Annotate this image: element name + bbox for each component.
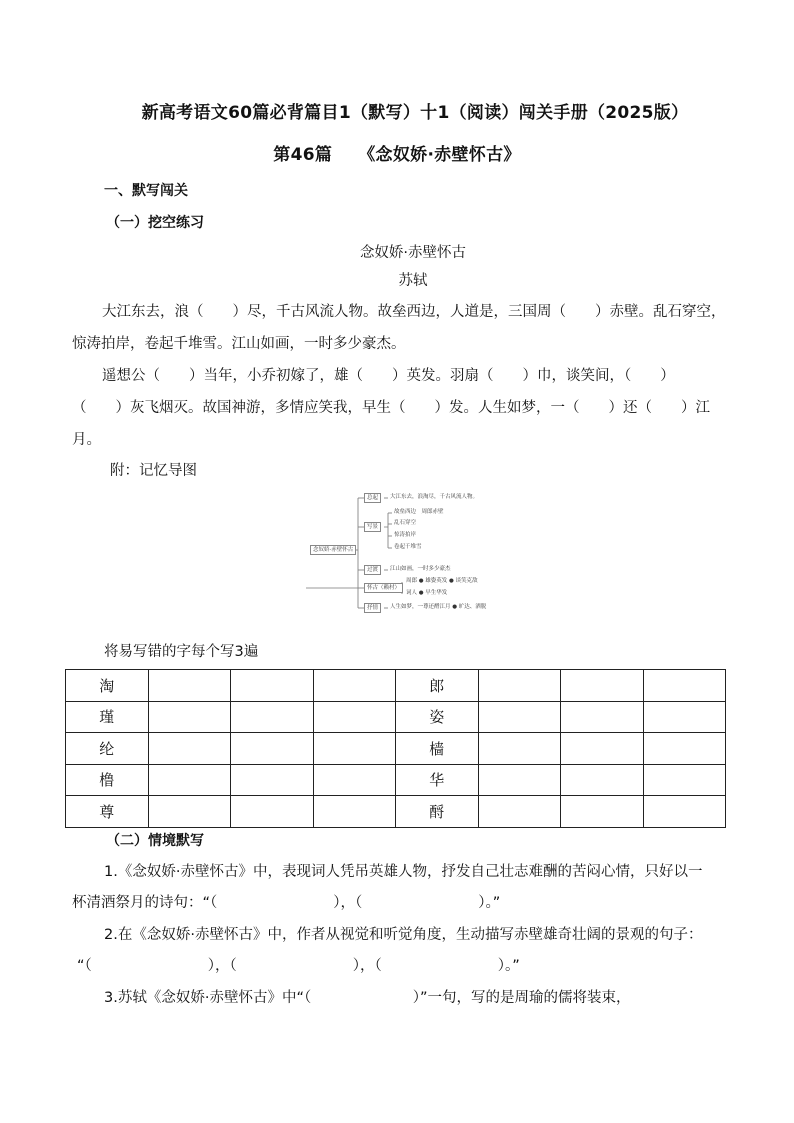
- mindmap-leaf: 周郎 ● 雄姿英发 ● 谈笑克敌: [406, 578, 478, 584]
- practice-char: 纶: [66, 733, 149, 765]
- practice-char: 华: [396, 764, 479, 796]
- practice-cell[interactable]: [561, 796, 644, 828]
- practice-char: 姿: [396, 701, 479, 733]
- mindmap-label: 附：记忆导图: [110, 463, 197, 479]
- question-line: 3.苏轼《念奴娇·赤壁怀古》中“（ ）”一句，写的是周瑜的儒将装束，: [104, 990, 631, 1006]
- practice-cell[interactable]: [643, 764, 726, 796]
- practice-cell[interactable]: [148, 701, 231, 733]
- practice-cell[interactable]: [561, 764, 644, 796]
- question-line: 2.在《念奴娇·赤壁怀古》中，作者从视觉和听觉角度，生动描写赤壁雄奇壮阔的景观的句子：: [104, 927, 703, 943]
- practice-char: 淘: [66, 670, 149, 702]
- mindmap-leaf: 故垒西边 周郎赤壁: [394, 509, 444, 515]
- practice-cell[interactable]: [313, 796, 396, 828]
- practice-cell[interactable]: [231, 764, 314, 796]
- practice-cell[interactable]: [643, 670, 726, 702]
- question-line: “（ ），（ ），（ ）。”: [77, 958, 520, 974]
- question-line: 杯清酒祭月的诗句：“（ ），（ ）。”: [72, 895, 501, 911]
- practice-cell[interactable]: [561, 670, 644, 702]
- practice-cell[interactable]: [148, 670, 231, 702]
- practice-cell[interactable]: [478, 670, 561, 702]
- handwriting-practice-table: [65, 669, 726, 828]
- subsection-heading-situational: （二）情境默写: [106, 833, 204, 849]
- poem-line: 惊涛拍岸，卷起千堆雪。江山如画，一时多少豪杰。: [72, 336, 406, 352]
- practice-char: 樯: [396, 733, 479, 765]
- mindmap-leaf: 人生如梦，一尊还酹江月 ● 旷达、洒脱: [390, 604, 487, 610]
- practice-cell[interactable]: [148, 796, 231, 828]
- practice-cell[interactable]: [148, 764, 231, 796]
- practice-cell[interactable]: [148, 733, 231, 765]
- mindmap-root: 念奴娇·赤壁怀古: [310, 545, 356, 555]
- mindmap-branch: 写景: [364, 522, 381, 532]
- table-row: [66, 670, 726, 702]
- poem-line: （ ）灰飞烟灭。故国神游，多情应笑我，早生（ ）发。人生如梦，一（ ）还（ ）江: [72, 400, 710, 416]
- practice-cell[interactable]: [313, 764, 396, 796]
- practice-cell[interactable]: [231, 796, 314, 828]
- practice-cell[interactable]: [313, 670, 396, 702]
- practice-cell[interactable]: [478, 764, 561, 796]
- mindmap-leaf: 大江东去，浪淘尽，千古风流人物。: [390, 494, 479, 500]
- practice-cell[interactable]: [478, 796, 561, 828]
- poem-line: 遥想公（ ）当年，小乔初嫁了，雄（ ）英发。羽扇（ ）巾，谈笑间，（ ）: [102, 368, 675, 384]
- practice-cell[interactable]: [643, 796, 726, 828]
- article-title: 第46篇 《念奴娇·赤壁怀古》: [273, 145, 521, 165]
- practice-cell[interactable]: [561, 733, 644, 765]
- mindmap-branch: 总起: [364, 493, 381, 503]
- practice-cell[interactable]: [231, 701, 314, 733]
- section-heading-dictation: 一、默写闯关: [104, 183, 188, 199]
- mindmap-branch: 怀古（赖村）: [364, 583, 403, 593]
- poem-line: 大江东去，浪（ ）尽，千古风流人物。故垒西边，人道是，三国周（ ）赤壁。乱石穿空，: [102, 304, 726, 320]
- practice-char: 郎: [396, 670, 479, 702]
- mindmap-leaf: 惊涛拍岸: [394, 532, 417, 538]
- practice-cell[interactable]: [478, 701, 561, 733]
- table-row: [66, 701, 726, 733]
- poem-line: 月。: [72, 432, 101, 448]
- practice-cell[interactable]: [561, 701, 644, 733]
- practice-cell[interactable]: [643, 733, 726, 765]
- practice-char: 橹: [66, 764, 149, 796]
- document-title: 新高考语文60篇必背篇目1（默写）十1（阅读）闯关手册（2025版）: [141, 103, 689, 123]
- practice-cell[interactable]: [231, 670, 314, 702]
- memory-mindmap: [306, 490, 492, 622]
- practice-cell[interactable]: [643, 701, 726, 733]
- poem-author: 苏轼: [398, 273, 428, 289]
- practice-char: 尊: [66, 796, 149, 828]
- mindmap-leaf: 卷起千堆雪: [394, 544, 422, 550]
- question-line: 1.《念奴娇·赤壁怀古》中，表现词人凭吊英雄人物，抒发自己壮志难酬的苦闷心情，只好以一: [104, 864, 703, 880]
- practice-cell[interactable]: [313, 701, 396, 733]
- practice-cell[interactable]: [478, 733, 561, 765]
- table-row: [66, 796, 726, 828]
- practice-char: 酹: [396, 796, 479, 828]
- mindmap-leaf: 江山如画，一时多少豪杰: [390, 566, 451, 572]
- mindmap-branch: 过渡: [364, 565, 381, 575]
- practice-cell[interactable]: [313, 733, 396, 765]
- table-row: [66, 733, 726, 765]
- poem-title: 念奴娇·赤壁怀古: [359, 245, 467, 261]
- mindmap-leaf: 词人 ● 早生华发: [406, 590, 448, 596]
- table-caption: 将易写错的字每个写3遍: [104, 644, 259, 660]
- mindmap-branch: 抒情: [364, 603, 381, 613]
- practice-cell[interactable]: [231, 733, 314, 765]
- practice-char: 瑾: [66, 701, 149, 733]
- table-row: [66, 764, 726, 796]
- subsection-heading-fill-blank: （一）挖空练习: [106, 215, 204, 231]
- mindmap-leaf: 乱石穿空: [394, 520, 417, 526]
